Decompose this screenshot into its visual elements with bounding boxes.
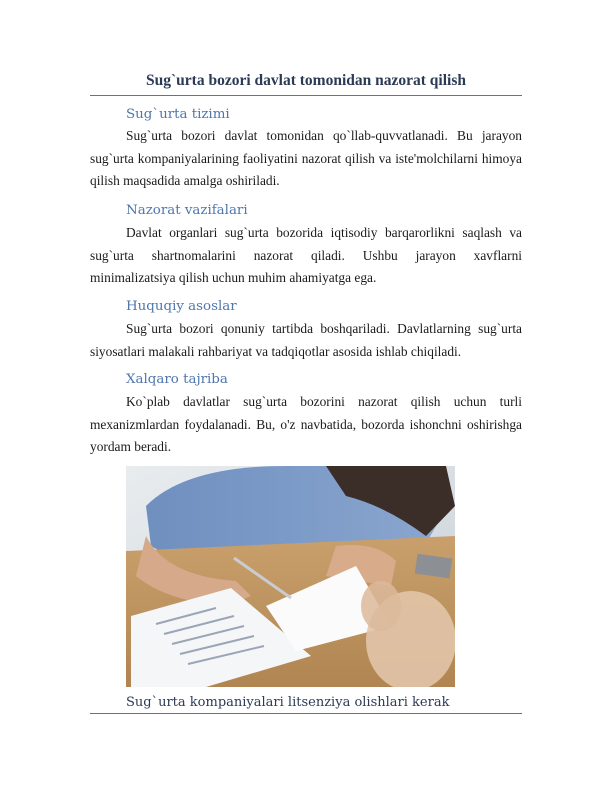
section-text-1: Sug`urta bozori davlat tomonidan qo`llab-quvvatlanadi. Bu jarayon sug`urta kompaniyalarining faoliyatini nazorat qilish va iste'molchilarni himoya qilish maqsadida amalga oshiriladi. (90, 128, 522, 188)
section-text-2: Davlat organlari sug`urta bozorida iqtisodiy barqarorlikni saqlash va sug`urta shartnomalarini nazorat qiladi. Ushbu jarayon xavflarni minimalizatsiya qilish uchun muhim ahamiyatga ega. (90, 225, 522, 285)
title-divider (90, 95, 522, 96)
photo-caption: Sug`urta kompaniyalari litsenziya olishlari kerak (126, 695, 450, 710)
caption-divider (90, 713, 522, 714)
section-heading-2: Nazorat vazifalari (126, 203, 248, 218)
office-signing-photo (126, 466, 455, 687)
page-title: Sug`urta bozori davlat tomonidan nazorat qilish (146, 72, 466, 89)
section-heading-1: Sug`urta tizimi (126, 107, 230, 122)
section-text-4: Ko`plab davlatlar sug`urta bozorini nazorat qilish uchun turli mexanizmlardan foydalanadi. Bu, o'z navbatida, bozorda ishonchni oshirishga yordam beradi. (90, 394, 522, 454)
section-heading-4: Xalqaro tajriba (126, 372, 228, 387)
section-heading-3: Huquqiy asoslar (126, 299, 237, 314)
section-text-3: Sug`urta bozori qonuniy tartibda boshqariladi. Davlatlarning sug`urta siyosatlari malakali rahbariyat va tadqiqotlar asosida ishlab chiqiladi. (90, 321, 522, 359)
